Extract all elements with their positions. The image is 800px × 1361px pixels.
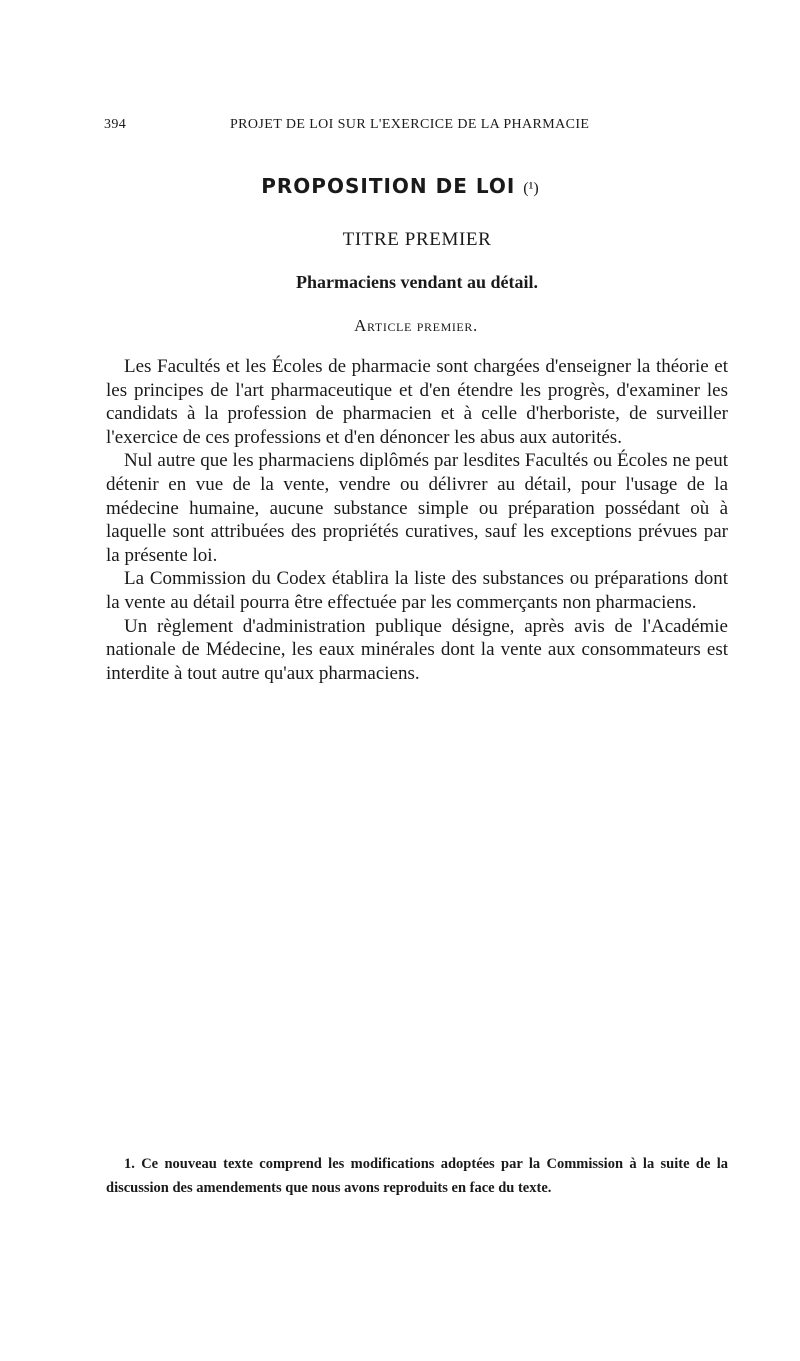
footnote [106,1152,728,1200]
paragraph: Nul autre que les pharmaciens diplômés par lesdites Facultés ou Écoles ne peut détenir en vue de la vente, vendre ou délivrer au détail, pour l'usage de la médecine humaine, aucune substance simple ou préparation possédant où à laquelle sont attribuées des propriétés curatives, sauf les exceptions prévues par la présente loi. [106,450,728,566]
footnote-reference: (¹) [523,180,539,197]
main-title [0,174,800,198]
main-title-text: PROPOSITION DE LOI [261,174,516,198]
paragraph: Les Facultés et les Écoles de pharmacie sont chargées d'enseigner la théorie et les principes de l'art pharmaceutique et d'en étendre les progrès, d'examiner les candidats à la profession de pharmacien et à celle d'herboriste, de surveiller l'exercice de ces professions et d'en dénoncer les abus aux autorités. [106,356,728,448]
running-header [104,117,728,137]
page-number: 394 [104,117,127,132]
paragraph: Un règlement d'administration publique désigne, après avis de l'Académie nationale de Médecine, les eaux minérales dont la vente aux consommateurs est interdite à tout autre qu'aux pharmaciens. [106,615,728,684]
section-title: TITRE PREMIER [342,229,492,250]
article-heading: Article premier. [354,316,478,335]
footnote-text: 1. Ce nouveau texte comprend les modifications adoptées par la Commission à la suite de la discussion des amendements que nous avons reproduits en face du texte. [106,1156,728,1196]
body-text [106,355,728,685]
running-title: PROJET DE LOI SUR L'EXERCICE DE LA PHARMACIE [230,117,590,132]
section-subtitle: Pharmaciens vendant au détail. [295,272,538,292]
paragraph: La Commission du Codex établira la liste des substances ou préparations dont la vente au détail pourra être effectuée par les commerçants non pharmaciens. [106,568,728,613]
